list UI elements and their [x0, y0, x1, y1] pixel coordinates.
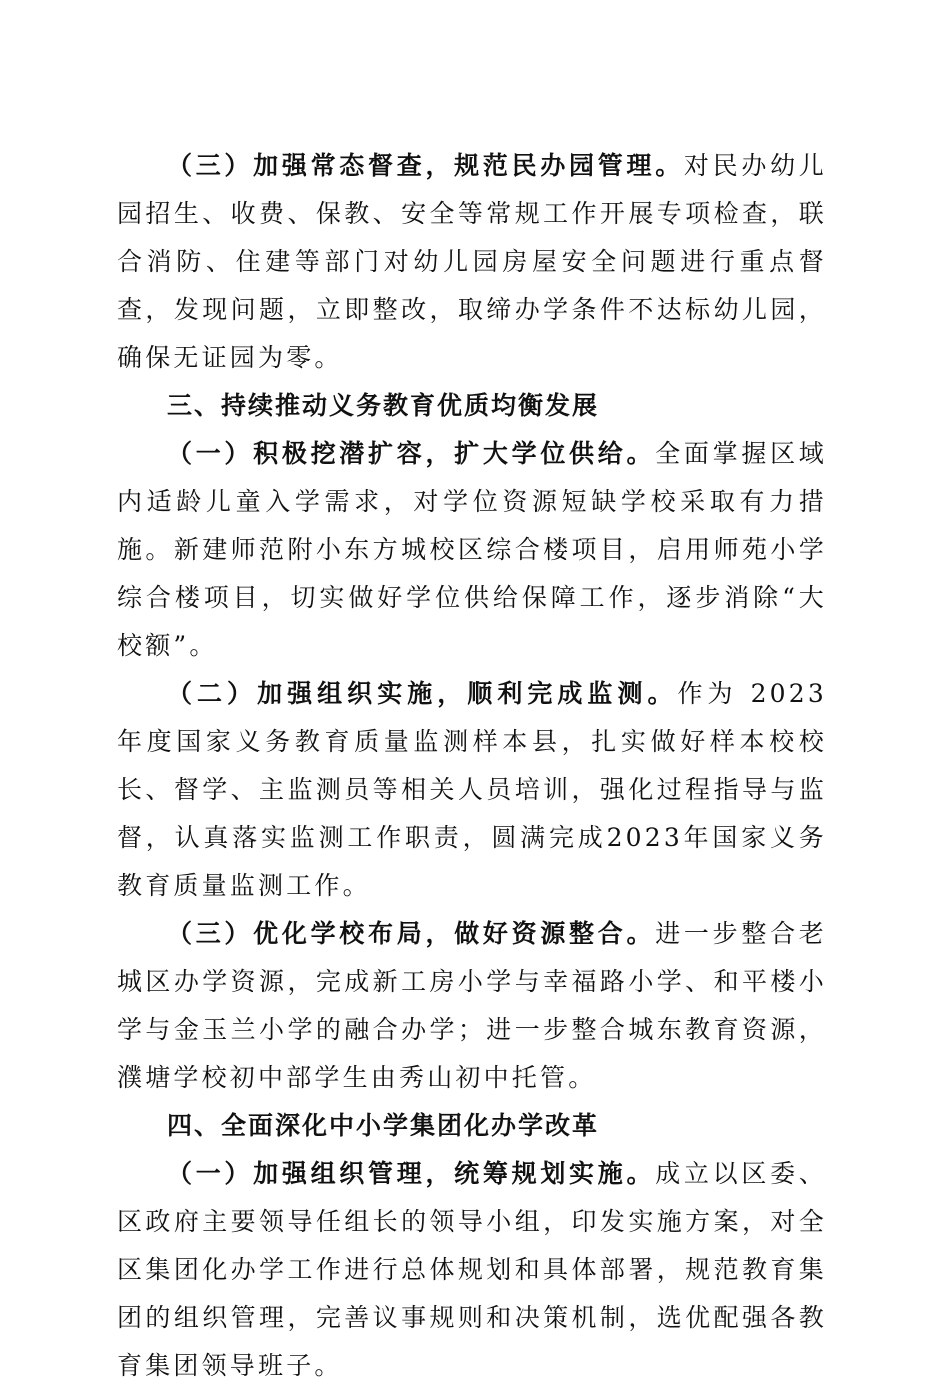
paragraph-text: 成立以区委、区政府主要领导任组长的领导小组，印发实施方案，对全区集团化办学工作进行总体规划和具体部署，规范教育集团的组织管理，完善议事规则和决策机制，选优配强各教育集团领导班子。 [117, 1159, 828, 1380]
section-heading-compulsory-education: 三、持续推动义务教育优质均衡发展 [167, 391, 600, 420]
paragraph-lead: （一）加强组织管理，统筹规划实施。 [167, 1159, 656, 1188]
paragraph-quality-monitoring [117, 670, 827, 910]
paragraph-lead: （二）加强组织实施，顺利完成监测。 [167, 679, 678, 708]
paragraph-lead: （三）优化学校布局，做好资源整合。 [167, 919, 656, 948]
document-body [117, 142, 827, 1390]
paragraph-organization-management [117, 1150, 827, 1390]
paragraph-text: 进一步整合老城区办学资源，完成新工房小学与幸福路小学、和平楼小学与金玉兰小学的融合办学；进一步整合城东教育资源，濮塘学校初中部学生由秀山初中托管。 [117, 919, 828, 1092]
paragraph-lead: （一）积极挖潜扩容，扩大学位供给。 [167, 439, 656, 468]
paragraph-lead: （三）加强常态督查，规范民办园管理。 [167, 151, 684, 180]
section-heading-group-schooling: 四、全面深化中小学集团化办学改革 [167, 1111, 600, 1140]
paragraph-text: 全面掌握区域内适龄儿童入学需求，对学位资源短缺学校采取有力措施。新建师范附小东方城校区综合楼项目，启用师苑小学综合楼项目，切实做好学位供给保障工作，逐步消除“大校额”。 [117, 439, 828, 660]
paragraph-text: 作为 2023 年度国家义务教育质量监测样本县，扎实做好样本校校长、督学、主监测员等相关人员培训，强化过程指导与监督，认真落实监测工作职责，圆满完成2023年国家义务教育质量监测工作。 [117, 679, 827, 900]
paragraph-school-layout [117, 910, 827, 1102]
paragraph-expand-capacity [117, 430, 827, 670]
paragraph-text: 对民办幼儿园招生、收费、保教、安全等常规工作开展专项检查，联合消防、住建等部门对幼儿园房屋安全问题进行重点督查，发现问题，立即整改，取缔办学条件不达标幼儿园，确保无证园为零。 [117, 151, 827, 372]
paragraph-kindergarten-supervision [117, 142, 827, 382]
